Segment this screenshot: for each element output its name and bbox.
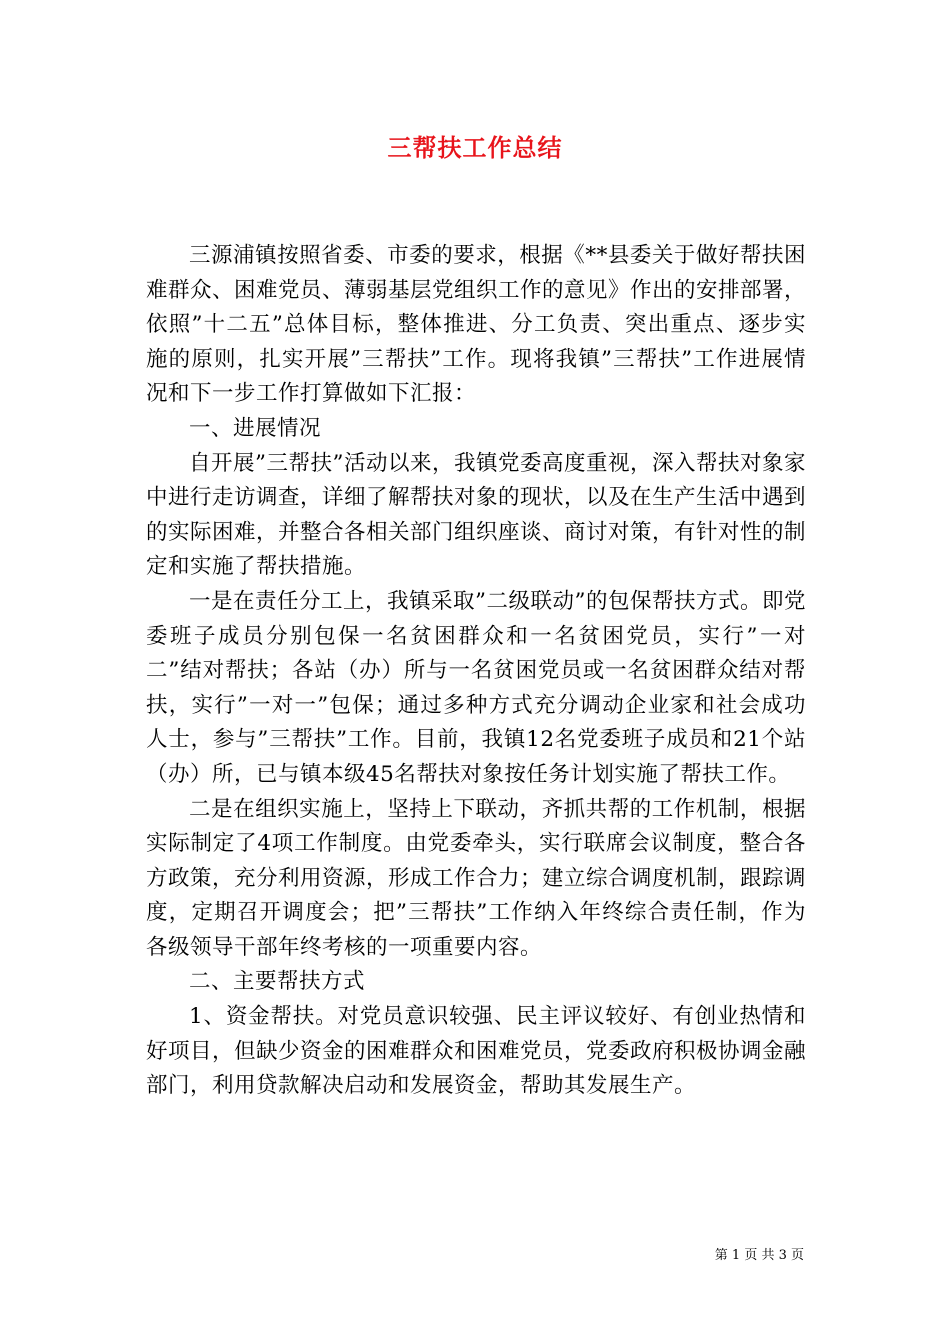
section-heading-methods: 二、主要帮扶方式 (189, 969, 366, 995)
page-number: 第 1 页 共 3 页 (714, 1248, 804, 1263)
paragraph-organization: 二是在组织实施上，坚持上下联动，齐抓共帮的工作机制，根据实际制定了4项工作制度。由党委牵头，实行联席会议制度，整合各方政策，充分利用资源，形成工作合力；建立综合调度机制，跟踪调度，定期召开调度会；把”三帮扶”工作纳入年终综合责任制，作为各级领导干部年终考核的一项重要内容。 (146, 796, 807, 960)
document-body (146, 239, 806, 1104)
document-title: 三帮扶工作总结 (387, 133, 563, 162)
paragraph-intro: 三源浦镇按照省委、市委的要求，根据《**县委关于做好帮扶困难群众、困难党员、薄弱基层党组织工作的意见》作出的安排部署，依照”十二五”总体目标，整体推进、分工负责、突出重点、逐步实施的原则，扎实开展”三帮扶”工作。现将我镇”三帮扶”工作进展情况和下一步工作打算做如下汇报： (146, 243, 807, 407)
paragraph-responsibility: 一是在责任分工上，我镇采取”二级联动”的包保帮扶方式。即党委班子成员分别包保一名贫困群众和一名贫困党员，实行”一对二”结对帮扶；各站（办）所与一名贫困党员或一名贫困群众结对帮扶，实行”一对一”包保；通过多种方式充分调动企业家和社会成功人士，参与”三帮扶”工作。目前，我镇12名党委班子成员和21个站（办）所，已与镇本级45名帮扶对象按任务计划实施了帮扶工作。 (146, 588, 806, 787)
section-heading-progress: 一、进展情况 (189, 415, 322, 441)
paragraph-funding: 1、资金帮扶。对党员意识较强、民主评议较好、有创业热情和好项目，但缺少资金的困难群众和困难党员，党委政府积极协调金融部门，利用贷款解决启动和发展资金，帮助其发展生产。 (146, 1004, 807, 1099)
paragraph-progress: 自开展”三帮扶”活动以来，我镇党委高度重视，深入帮扶对象家中进行走访调查，详细了解帮扶对象的现状，以及在生产生活中遇到的实际困难，并整合各相关部门组织座谈、商讨对策，有针对性的制定和实施了帮扶措施。 (146, 450, 807, 580)
